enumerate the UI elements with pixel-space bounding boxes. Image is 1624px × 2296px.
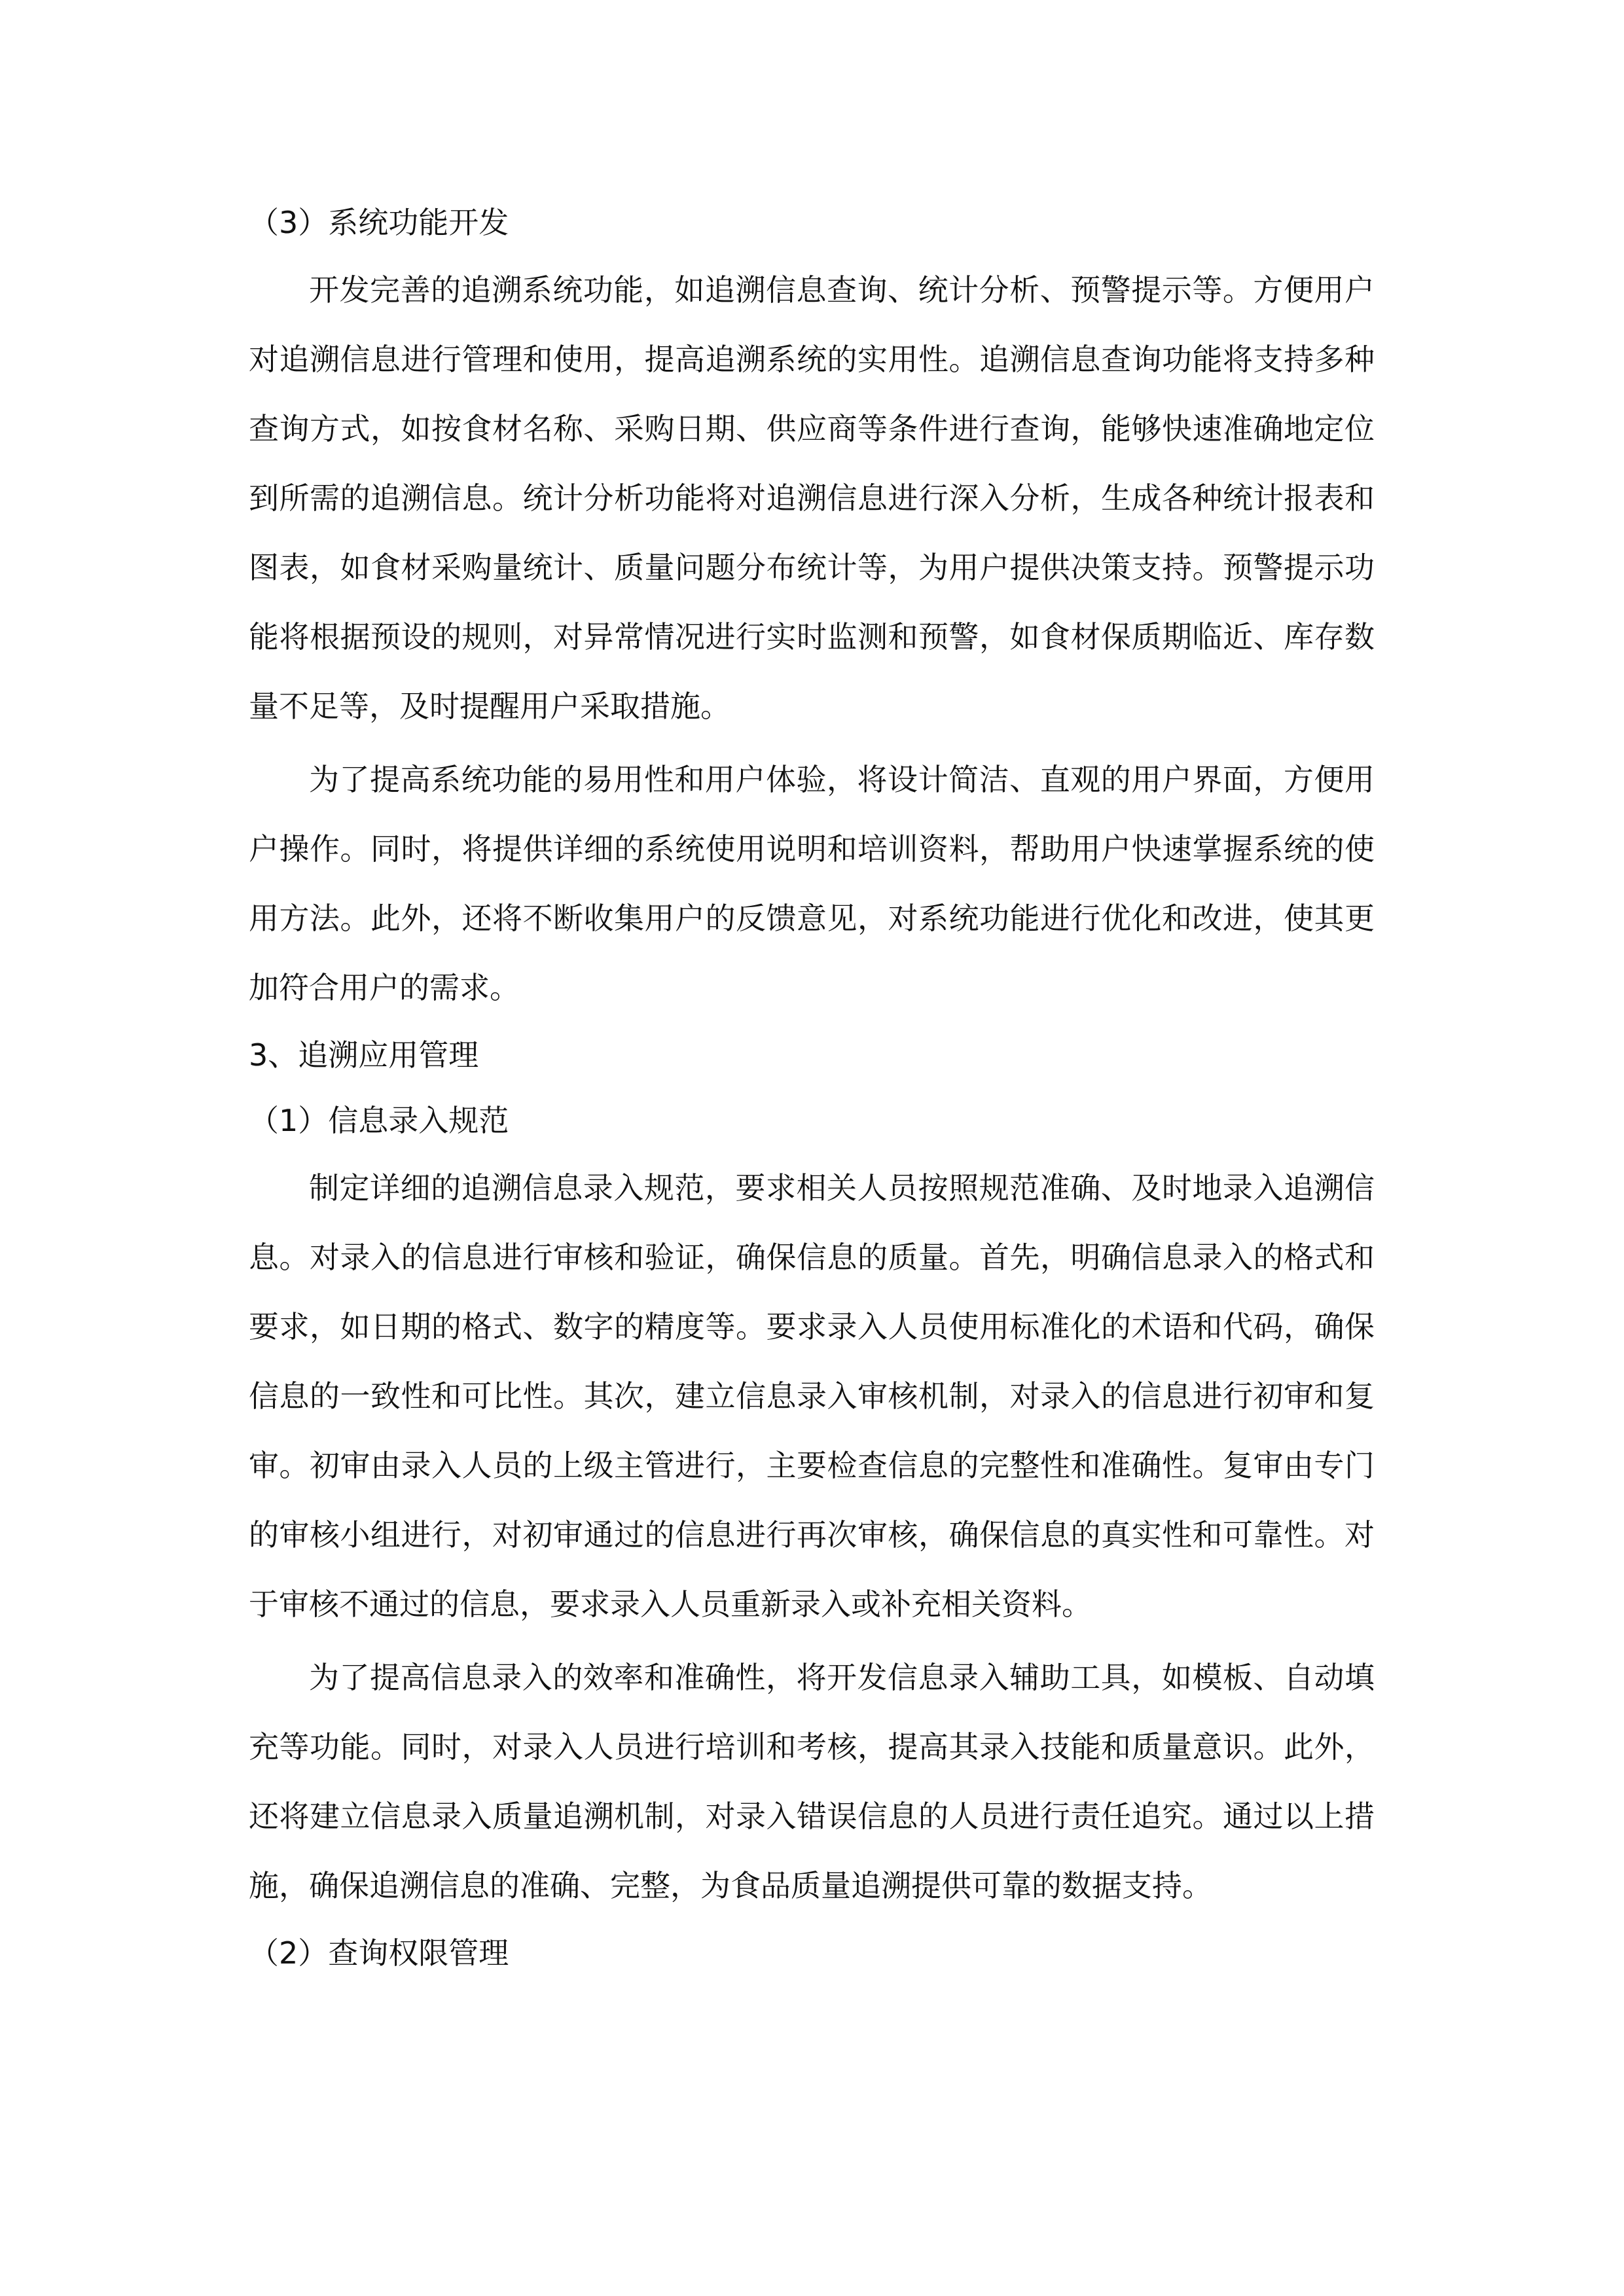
paragraph-usability: 为了提高系统功能的易用性和用户体验，将设计简洁、直观的用户界面，方便用户操作。同时，将提供详细的系统使用说明和培训资料，帮助用户快速掌握系统的使用方法。此外，还将不断收集用户的反馈意见，对系统功能进行优化和改进，使其更加符合用户的需求。 [249, 762, 1375, 1005]
section-heading-information-entry-standards: （1）信息录入规范 [249, 1103, 509, 1138]
section-heading-traceability-application-management: 3、追溯应用管理 [249, 1037, 479, 1073]
paragraph-entry-standards: 制定详细的追溯信息录入规范，要求相关人员按照规范准确、及时地录入追溯信息。对录入的信息进行审核和验证，确保信息的质量。首先，明确信息录入的格式和要求，如日期的格式、数字的精度等。要求录入人员使用标准化的术语和代码，确保信息的一致性和可比性。其次，建立信息录入审核机制，对录入的信息进行初审和复审。初审由录入人员的上级主管进行，主要检查信息的完整性和准确性。复审由专门的审核小组进行，对初审通过的信息进行再次审核，确保信息的真实性和可靠性。对于审核不通过的信息，要求录入人员重新录入或补充相关资料。 [249, 1170, 1375, 1622]
section-heading-query-permission-management: （2）查询权限管理 [249, 1935, 509, 1971]
paragraph-entry-efficiency: 为了提高信息录入的效率和准确性，将开发信息录入辅助工具，如模板、自动填充等功能。同时，对录入人员进行培训和考核，提高其录入技能和质量意识。此外，还将建立信息录入质量追溯机制，对录入错误信息的人员进行责任追究。通过以上措施，确保追溯信息的准确、完整，为食品质量追溯提供可靠的数据支持。 [249, 1660, 1375, 1903]
paragraph-system-functions: 开发完善的追溯系统功能，如追溯信息查询、统计分析、预警提示等。方便用户对追溯信息进行管理和使用，提高追溯系统的实用性。追溯信息查询功能将支持多种查询方式，如按食材名称、采购日期、供应商等条件进行查询，能够快速准确地定位到所需的追溯信息。统计分析功能将对追溯信息进行深入分析，生成各种统计报表和图表，如食材采购量统计、质量问题分布统计等，为用户提供决策支持。预警提示功能将根据预设的规则，对异常情况进行实时监测和预警，如食材保质期临近、库存数量不足等，及时提醒用户采取措施。 [249, 272, 1375, 724]
document-body [249, 190, 1375, 1986]
section-heading-system-function-development: （3）系统功能开发 [249, 205, 509, 240]
